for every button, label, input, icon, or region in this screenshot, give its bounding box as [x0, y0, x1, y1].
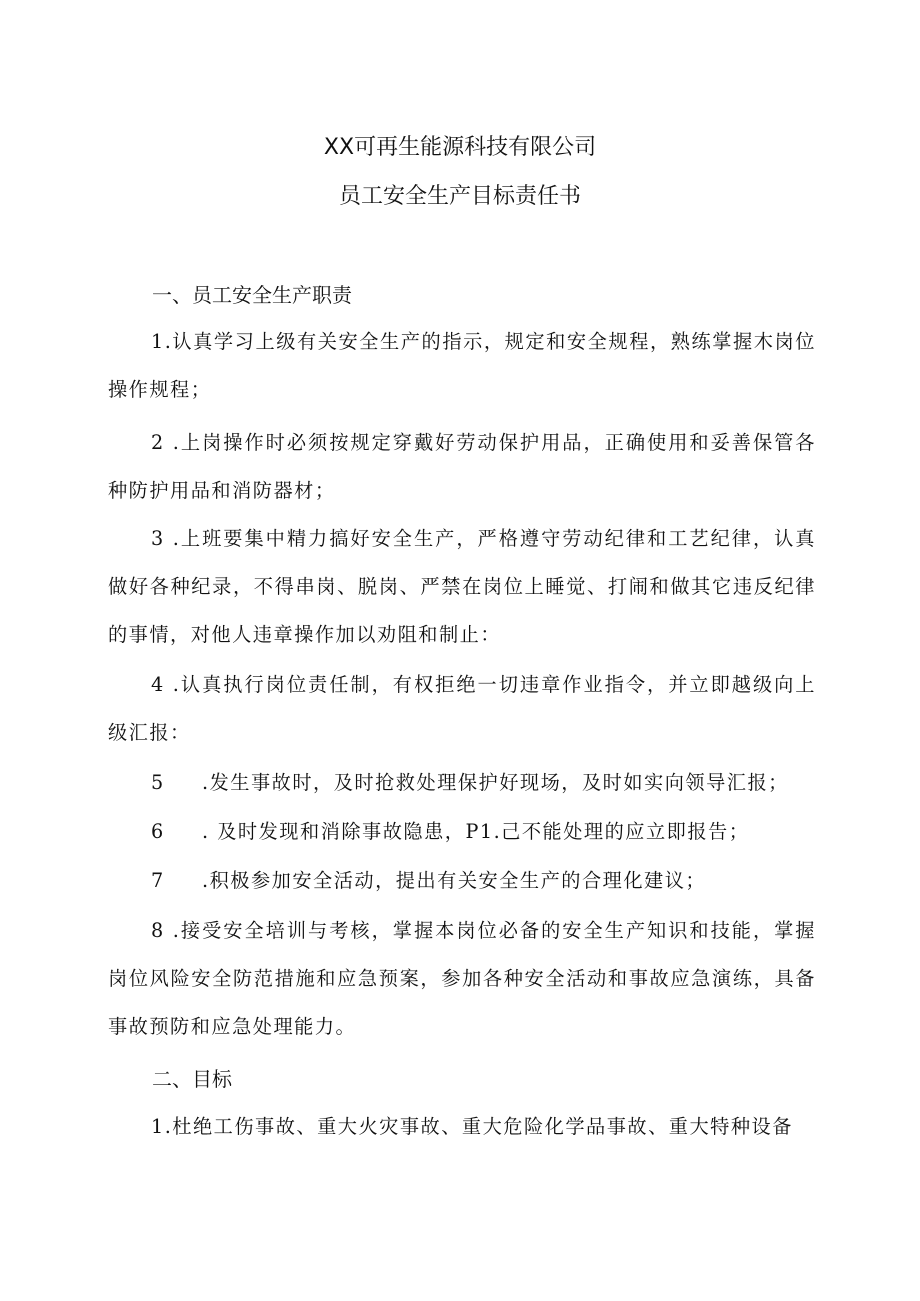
- section-heading-goals: 二、目标: [152, 1067, 232, 1091]
- duty-item-7-number: 7: [151, 869, 165, 892]
- duty-item-2: 2 .上岗操作时必须按规定穿戴好劳动保护用品，正确使用和妥善保管各种防护用品和消防器材；: [108, 431, 816, 502]
- duty-item-7-text: .积极参加安全活动，提出有关安全生产的合理化建议；: [202, 869, 707, 892]
- duty-item-5: [108, 759, 816, 807]
- goal-item-1: 1.杜绝工伤事故、重大火灾事故、重大危险化学品事故、重大特种设备: [151, 1115, 793, 1138]
- section-heading-duties: 一、员工安全生产职责: [152, 283, 352, 307]
- duty-item-6: [108, 808, 816, 856]
- document-title: 员工安全生产目标责任书: [338, 184, 581, 209]
- duty-item-6-text: . 及时发现和消除事故隐患，P1.己不能处理的应立即报告；: [202, 820, 750, 843]
- duty-item-1: 1.认真学习上级有关安全生产的指示，规定和安全规程，熟练掌握木岗位操作规程；: [108, 330, 816, 401]
- duty-item-3: 3 .上班要集中精力搞好安全生产，严格遵守劳动纪律和工艺纪律，认真做好各种纪录，不得串岗、脱岗、严禁在岗位上睡觉、打闹和做其它违反纪律的事情，对他人违章操作加以劝阻和制止：: [108, 527, 816, 646]
- duty-item-5-text: .发生事故时，及时抢救处理保护好现场，及时如实向领导汇报；: [202, 771, 789, 794]
- company-name: XX可再生能源科技有限公司: [323, 135, 597, 160]
- duty-item-5-number: 5: [151, 771, 165, 794]
- duty-item-7: [108, 857, 816, 905]
- duty-item-4: 4 .认真执行岗位责任制，有权拒绝一切违章作业指令，并立即越级向上级汇报：: [108, 673, 816, 744]
- duty-item-6-number: 6: [151, 820, 165, 843]
- duty-item-8: 8 .接受安全培训与考核，掌握本岗位必备的安全生产知识和技能，掌握岗位风险安全防范措施和应急预案，参加各种安全活动和事故应急演练，具备事故预防和应急处理能力。: [108, 919, 816, 1038]
